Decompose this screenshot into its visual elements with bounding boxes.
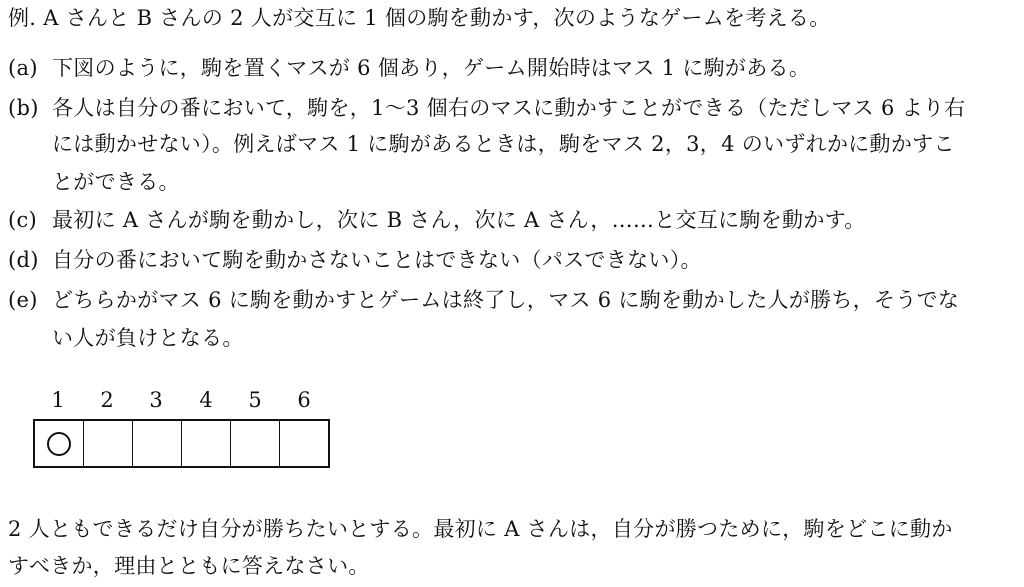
board-number-1: 1	[51, 388, 65, 412]
rule-c-label: (c)	[8, 208, 38, 232]
rule-b-text-1: 各人は自分の番において，駒を，1〜3 個右のマスに動かすことができる（ただしマス 6 より右	[52, 96, 966, 120]
game-piece	[47, 432, 71, 456]
question-line-1: 2 人ともできるだけ自分が勝ちたいとする。最初に A さんは，自分が勝つために，駒をどこに動か	[8, 517, 953, 541]
rule-b-label: (b)	[8, 96, 39, 120]
board-numbers	[33, 386, 333, 414]
rule-a-text: 下図のように，駒を置くマスが 6 個あり，ゲーム開始時はマス 1 に駒がある。	[52, 56, 811, 80]
board-square	[280, 421, 328, 466]
board-square	[133, 421, 182, 466]
question-line-2: すべきか，理由とともに答えなさい。	[8, 554, 370, 578]
rule-e-line-1	[8, 286, 959, 314]
rule-b-line-3: とができる。	[52, 170, 180, 194]
intro-line: 例. A さんと B さんの 2 人が交互に 1 個の駒を動かす，次のようなゲームを考える。	[8, 6, 831, 30]
rule-b-line-2: には動かせない）。例えばマス 1 に駒があるときは，駒をマス 2，3，4 のいずれかに動かすこ	[52, 132, 955, 156]
game-board	[33, 419, 330, 468]
rule-b-line-1	[8, 94, 965, 122]
board-number-4: 4	[199, 388, 213, 412]
rule-c-text: 最初に A さんが駒を動かし，次に B さん，次に A さん，……と交互に駒を動かす。	[52, 208, 866, 232]
rule-e-label: (e)	[8, 288, 38, 312]
rule-a-label: (a)	[8, 56, 38, 80]
board-number-2: 2	[100, 388, 114, 412]
board-square	[35, 421, 84, 466]
board-square	[182, 421, 231, 466]
rule-d-label: (d)	[8, 248, 39, 272]
rule-a-line-1	[8, 54, 810, 82]
rule-c-line-1	[8, 206, 866, 234]
rule-e-line-2: い人が負けとなる。	[52, 326, 244, 350]
board-number-5: 5	[248, 388, 262, 412]
board-number-6: 6	[297, 388, 311, 412]
rule-d-line-1	[8, 246, 702, 274]
rule-e-text-1: どちらかがマス 6 に駒を動かすとゲームは終了し，マス 6 に駒を動かした人が勝ち，そうでな	[52, 288, 960, 312]
board-square	[84, 421, 133, 466]
board-square	[231, 421, 280, 466]
rule-d-text: 自分の番において駒を動かさないことはできない（パスできない）。	[52, 248, 702, 272]
board-number-3: 3	[149, 388, 163, 412]
